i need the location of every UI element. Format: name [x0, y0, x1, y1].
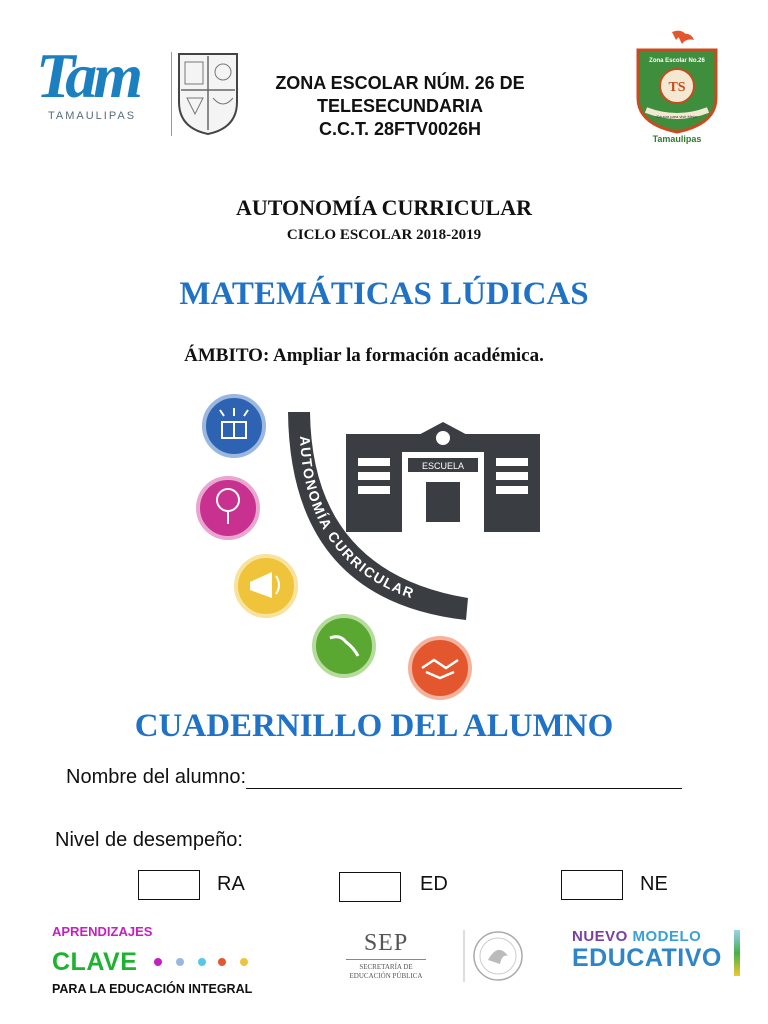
option-ed-label: ED [420, 873, 448, 895]
school-sign: ESCUELA [421, 461, 465, 471]
books-icon [204, 396, 264, 456]
modelo-text: MODELO [632, 928, 702, 945]
aprendizajes-label: APRENDIZAJES [52, 924, 153, 939]
badge-motto: Educar para vivir Mejor [656, 114, 698, 119]
zone-line-1: ZONA ESCOLAR NÚM. 26 DE [275, 73, 525, 93]
mexican-eagle-seal-icon [462, 926, 530, 986]
sep-subtitle-1: SECRETARÍA DE [359, 963, 413, 971]
nuevo-modelo-color-bar [734, 930, 740, 976]
subject-title: MATEMÁTICAS LÚDICAS [179, 276, 589, 312]
school-cycle: CICLO ESCOLAR 2018-2019 [286, 227, 482, 243]
checkbox-ra[interactable] [138, 870, 200, 900]
tam-logo-subtitle: TAMAULIPAS [48, 110, 137, 122]
nuevo-modelo-label [572, 928, 701, 945]
dot-5 [240, 958, 248, 966]
checkbox-ed[interactable] [339, 872, 401, 902]
tam-logo-text: Tam [36, 40, 139, 111]
educativo-label: EDUCATIVO [572, 944, 722, 972]
booklet-title: CUADERNILLO DEL ALUMNO [134, 708, 614, 744]
sep-divider [346, 959, 426, 960]
sep-logo [336, 930, 436, 981]
logo-divider [171, 52, 172, 136]
checkbox-ne[interactable] [561, 870, 623, 900]
curricular-autonomy-infographic [150, 372, 630, 702]
dot-1 [154, 958, 162, 966]
badge-initials: TS [668, 80, 686, 95]
performance-level-label: Nivel de desempeño: [55, 829, 243, 851]
badge-state: Tamaulipas [652, 134, 702, 144]
student-name-label: Nombre del alumno: [66, 766, 247, 788]
student-name-field[interactable] [246, 768, 682, 789]
zone-line-2: TELESECUNDARIA [316, 96, 483, 116]
handshake-icon [410, 638, 470, 698]
zone-line-3: C.C.T. 28FTV0026H [318, 119, 482, 139]
coat-of-arms-icon [175, 50, 241, 136]
scope-text: ÁMBITO: Ampliar la formación académica. [184, 345, 544, 366]
map-icon [314, 616, 374, 676]
clave-label: CLAVE [52, 948, 138, 976]
program-title: AUTONOMÍA CURRICULAR [235, 195, 532, 220]
dot-4 [218, 958, 226, 966]
school-zone-heading [270, 72, 530, 141]
option-ne-label: NE [640, 873, 668, 895]
nuevo-text: NUEVO [572, 928, 628, 945]
dot-2 [176, 958, 184, 966]
arc-label: AUTONOMÍA CURRICULAR [297, 435, 418, 602]
student-name-row [66, 766, 682, 789]
school-building-icon [346, 422, 540, 532]
tree-icon [198, 478, 258, 538]
option-ra-label: RA [217, 873, 245, 895]
sep-subtitle-2: EDUCACIÓN PÚBLICA [349, 972, 423, 980]
dot-3 [198, 958, 206, 966]
sep-text: SEP [363, 930, 409, 956]
badge-top-text: Zona Escolar No.26 [649, 58, 705, 64]
integral-education-label: PARA LA EDUCACIÓN INTEGRAL [52, 982, 253, 996]
tamaulipas-logo [36, 40, 170, 136]
megaphone-icon [236, 556, 296, 616]
school-zone-badge-icon [632, 28, 722, 146]
